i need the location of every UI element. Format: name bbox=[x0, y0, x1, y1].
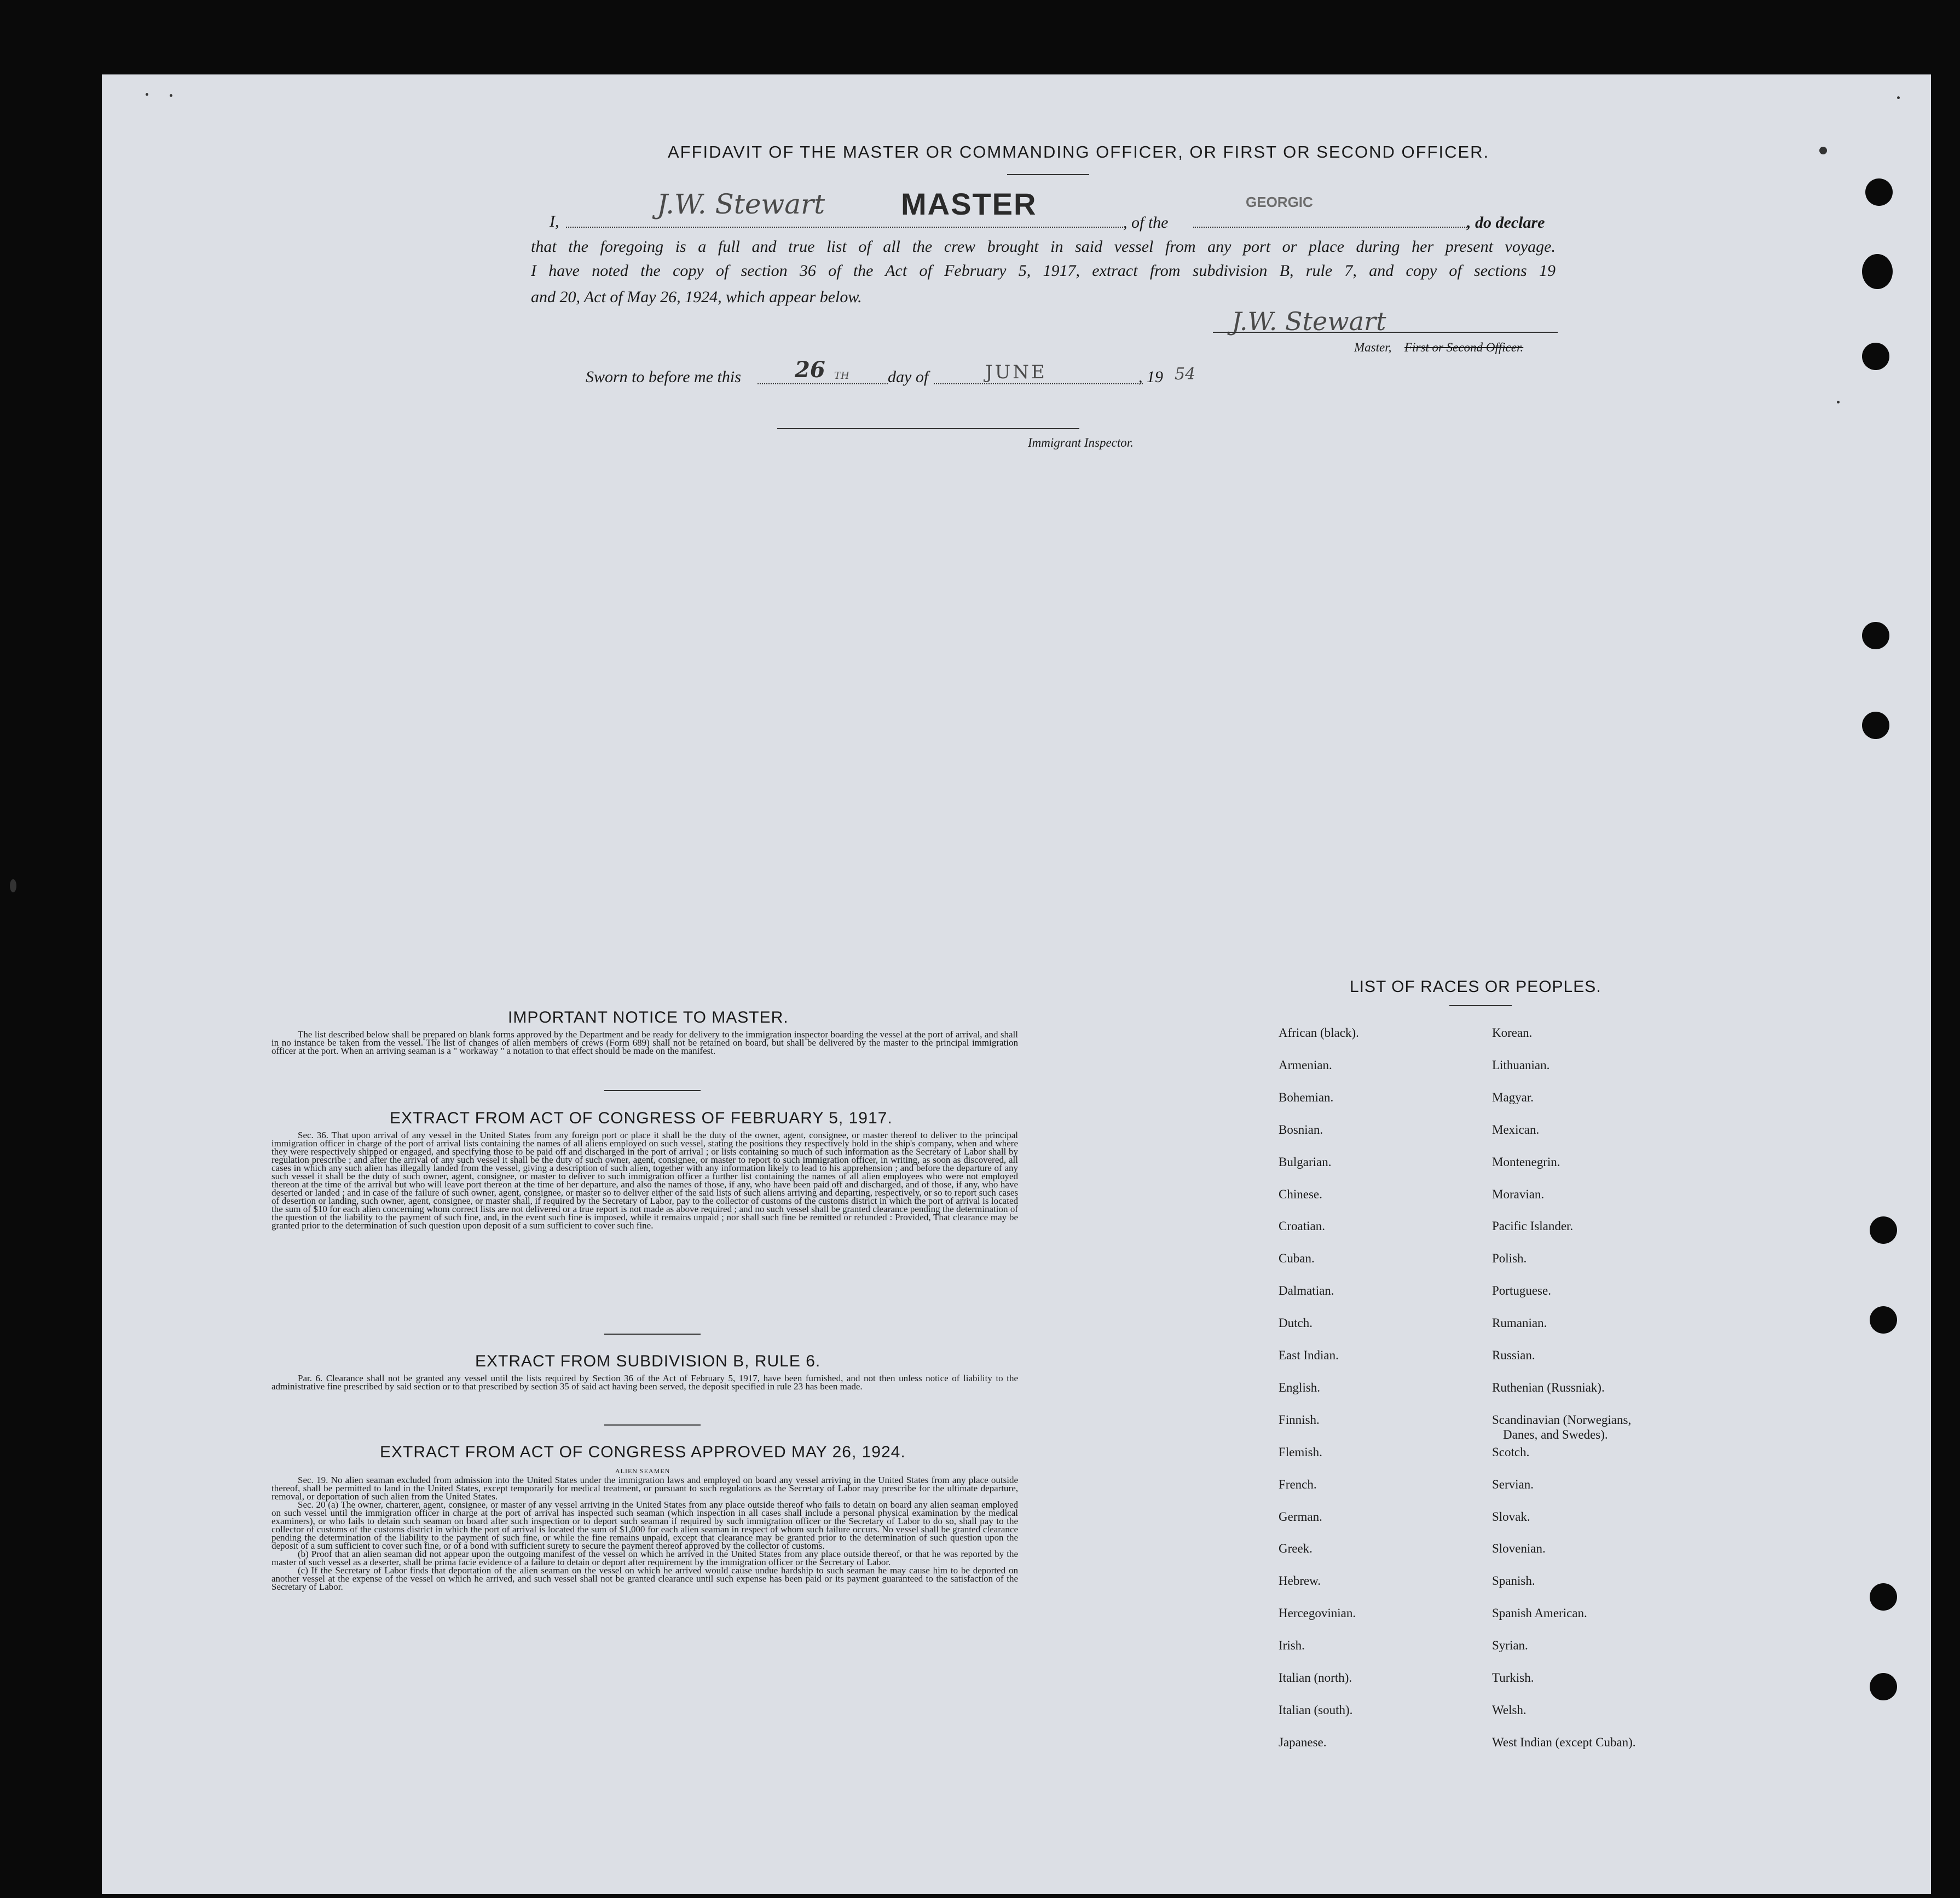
declare-label: , do declare bbox=[1467, 214, 1545, 232]
race-item-left: Hercegovinian. bbox=[1279, 1606, 1356, 1620]
race-item-left: French. bbox=[1279, 1478, 1317, 1491]
extract-1924-text bbox=[271, 1476, 1018, 1591]
race-item-right: Rumanian. bbox=[1492, 1316, 1547, 1330]
sworn-label: Sworn to before me this bbox=[586, 368, 741, 386]
sworn-day-line bbox=[758, 383, 888, 384]
race-item-right: Polish. bbox=[1492, 1251, 1527, 1265]
punch-hole bbox=[1865, 178, 1893, 206]
race-item-left: Dutch. bbox=[1279, 1316, 1313, 1330]
affidavit-text-line-2: that the foregoing is a full and true list of all the crew brought in said vessel from any port or place during her present voyage. bbox=[531, 238, 1556, 256]
vessel-stamp: GEORGIC bbox=[1246, 194, 1313, 210]
race-item-right: Lithuanian. bbox=[1492, 1058, 1550, 1072]
extract-1924-subtitle: ALIEN SEAMEN bbox=[615, 1467, 670, 1475]
divider bbox=[604, 1424, 701, 1426]
race-item-left: Cuban. bbox=[1279, 1251, 1315, 1265]
race-item-left: Greek. bbox=[1279, 1542, 1313, 1555]
sworn-day-handwritten: 26 bbox=[795, 357, 825, 383]
document-page bbox=[102, 74, 1931, 1894]
ink-speck bbox=[170, 94, 172, 97]
sworn-month-line bbox=[934, 383, 1143, 384]
extract-1924-title: EXTRACT FROM ACT OF CONGRESS APPROVED MAY 26, 1924. bbox=[380, 1443, 906, 1461]
race-item-right: Montenegrin. bbox=[1492, 1155, 1560, 1169]
races-title: LIST OF RACES OR PEOPLES. bbox=[1350, 978, 1601, 996]
sworn-day-suffix: TH bbox=[834, 370, 849, 382]
race-right-continuation: Danes, and Swedes). bbox=[1503, 1428, 1608, 1441]
race-item-left: Armenian. bbox=[1279, 1058, 1332, 1072]
notice-title: IMPORTANT NOTICE TO MASTER. bbox=[508, 1008, 789, 1026]
race-item-left: Bohemian. bbox=[1279, 1091, 1334, 1104]
race-item-right: West Indian (except Cuban). bbox=[1492, 1735, 1636, 1749]
race-item-right: Servian. bbox=[1492, 1478, 1534, 1491]
race-item-right: Mexican. bbox=[1492, 1123, 1540, 1137]
vessel-line bbox=[1193, 227, 1467, 228]
signature-caption-master: Master, bbox=[1354, 341, 1392, 354]
sec-20a-text: Sec. 20 (a) The owner, charterer, agent, consignee, or master of any vessel arriving in the United States from any place outside thereof who fails to detain on board any alien seaman employed on such vessel until the immigration officer in charge at the port of arrival has inspected such seaman (which inspection in all cases shall include a personal physical examination by the medical examiners), or who fails to detain such seaman on board after such inspection or to deport such seaman if required by such immigration officer or the Secretary of Labor to do so, shall pay to the collector of customs of the customs district in which the port of arrival is located the sum of $1,000 for each alien seaman in respect of whom such failure occurs. No vessel shall be granted clearance pending the determination of the liability to the payment of such fine, or while the fine remains unpaid, except that clearance may be granted prior to the determination of such question upon the deposit of a sum sufficient to cover such fine, or of a bond with sufficient surety to secure the payment thereof approved by the collector of customs. bbox=[271, 1499, 1018, 1551]
master-signature-2: J.W. Stewart bbox=[1231, 307, 1386, 336]
ink-speck bbox=[1837, 401, 1840, 403]
race-item-right: Scotch. bbox=[1492, 1445, 1530, 1459]
year-prefix: , 19 bbox=[1138, 368, 1163, 386]
races-title-underline bbox=[1449, 1005, 1512, 1006]
rank-stamp: MASTER bbox=[901, 187, 1037, 221]
race-item-right: Moravian. bbox=[1492, 1187, 1545, 1201]
race-item-right: Welsh. bbox=[1492, 1703, 1527, 1717]
race-item-left: Dalmatian. bbox=[1279, 1284, 1334, 1297]
race-item-left: German. bbox=[1279, 1510, 1322, 1524]
affidavit-text-line-4: and 20, Act of May 26, 1924, which appear below. bbox=[531, 288, 862, 306]
race-item-left: Bosnian. bbox=[1279, 1123, 1323, 1137]
race-item-right: Scandinavian (Norwegians, bbox=[1492, 1413, 1632, 1427]
race-item-left: East Indian. bbox=[1279, 1348, 1339, 1362]
sec-19-text: Sec. 19. No alien seaman excluded from admission into the United States under the immigration laws and employed on board any vessel arriving in the United States from any place outside thereof, shall be permitted to land in the United States, except temporarily for medical treatment, or pursuant to such regulations as the Secretary of Labor may prescribe for the ultimate departure, removal, or deportation of such alien from the United States. bbox=[271, 1475, 1018, 1502]
of-the-label: , of the bbox=[1123, 214, 1169, 232]
inspector-caption: Immigrant Inspector. bbox=[1028, 436, 1134, 449]
race-item-right: Spanish. bbox=[1492, 1574, 1535, 1588]
race-item-right: Slovenian. bbox=[1492, 1542, 1546, 1555]
divider bbox=[604, 1334, 701, 1335]
punch-hole bbox=[1870, 1583, 1897, 1611]
punch-hole bbox=[1870, 1216, 1897, 1244]
ink-speck bbox=[1819, 147, 1827, 154]
race-item-right: Portuguese. bbox=[1492, 1284, 1551, 1297]
punch-hole bbox=[1870, 1306, 1897, 1334]
race-item-left: Italian (north). bbox=[1279, 1671, 1352, 1684]
race-item-left: Finnish. bbox=[1279, 1413, 1320, 1427]
subdivision-text: Par. 6. Clearance shall not be granted any vessel until the lists required by Section 36 of the Act of February 5, 1917, have been furnished, and not then unless notice of liability to the administrative fine prescribed by said section or to that prescribed by section 35 of said act having been served, the deposit specified in rule 23 has been made. bbox=[271, 1373, 1018, 1392]
notice-text: The list described below shall be prepared on blank forms approved by the Department and be ready for delivery to the immigration inspector boarding the vessel at the port of arrival, and shall in no instance be taken from the vessel. The list of changes of alien members of crews (Form 689) shall not be retained on board, but shall be delivered by the master to the principal immigration officer at the port. When an arriving seaman is a " workaway " a notation to that effect should be made on the manifest. bbox=[271, 1029, 1018, 1056]
race-item-right: Magyar. bbox=[1492, 1091, 1534, 1104]
race-item-right: Korean. bbox=[1492, 1026, 1533, 1040]
signature-caption-struck: First or Second Officer. bbox=[1404, 341, 1524, 354]
ink-speck bbox=[146, 93, 148, 96]
sworn-month-handwritten: JUNE bbox=[985, 361, 1047, 383]
race-item-left: Chinese. bbox=[1279, 1187, 1322, 1201]
punch-hole bbox=[1862, 254, 1893, 289]
race-item-left: Irish. bbox=[1279, 1639, 1305, 1652]
year-handwritten: 54 bbox=[1175, 365, 1196, 384]
race-item-left: Japanese. bbox=[1279, 1735, 1327, 1749]
race-item-left: Flemish. bbox=[1279, 1445, 1322, 1459]
race-item-left: Hebrew. bbox=[1279, 1574, 1321, 1588]
race-item-left: English. bbox=[1279, 1381, 1321, 1394]
race-item-left: Bulgarian. bbox=[1279, 1155, 1332, 1169]
sec-20c-text: (c) If the Secretary of Labor finds that deportation of the alien seaman on the vessel on which he arrived would cause undue hardship to such seaman he may cause him to be deported on another vessel at the expense of the vessel on which he arrived, and such vessel shall not be granted clearance until such expense has been paid or its payment guaranteed to the satisfaction of the Secretary of Labor. bbox=[271, 1565, 1018, 1592]
race-item-right: Spanish American. bbox=[1492, 1606, 1587, 1620]
race-item-right: Turkish. bbox=[1492, 1671, 1534, 1684]
title-underline bbox=[1007, 174, 1089, 175]
punch-hole bbox=[1862, 712, 1889, 739]
race-item-left: Croatian. bbox=[1279, 1219, 1325, 1233]
day-of-label: day of bbox=[888, 368, 929, 386]
inspector-signature-line bbox=[777, 428, 1079, 429]
race-item-right: Syrian. bbox=[1492, 1639, 1528, 1652]
race-item-right: Russian. bbox=[1492, 1348, 1535, 1362]
name-line bbox=[566, 227, 1123, 228]
master-signature: J.W. Stewart bbox=[657, 188, 825, 220]
extract-1917-title: EXTRACT FROM ACT OF CONGRESS OF FEBRUARY 5, 1917. bbox=[390, 1109, 893, 1127]
punch-hole bbox=[1870, 1673, 1897, 1700]
sec-20b-text: (b) Proof that an alien seaman did not appear upon the outgoing manifest of the vessel on which he arrived in the United States from any place outside thereof, or that he was reported by the master of such vessel as a deserter, shall be prima facie evidence of a failure to detain or deport after requirement by the immigration officer or the Secretary of Labor. bbox=[271, 1549, 1018, 1567]
subdivision-title: EXTRACT FROM SUBDIVISION B, RULE 6. bbox=[475, 1352, 821, 1370]
race-item-right: Ruthenian (Russniak). bbox=[1492, 1381, 1605, 1394]
declarant-label: I, bbox=[550, 212, 559, 230]
divider bbox=[604, 1090, 701, 1091]
race-item-right: Pacific Islander. bbox=[1492, 1219, 1574, 1233]
ink-speck bbox=[1897, 96, 1900, 99]
race-item-right: Slovak. bbox=[1492, 1510, 1530, 1524]
ink-speck bbox=[10, 879, 16, 892]
punch-hole bbox=[1862, 622, 1889, 649]
affidavit-title: AFFIDAVIT OF THE MASTER OR COMMANDING OFFICER, OR FIRST OR SECOND OFFICER. bbox=[668, 142, 1490, 161]
race-item-left: African (black). bbox=[1279, 1026, 1359, 1040]
signature-line bbox=[1213, 332, 1558, 333]
punch-hole bbox=[1862, 343, 1889, 370]
race-item-left: Italian (south). bbox=[1279, 1703, 1353, 1717]
affidavit-text-line-3: I have noted the copy of section 36 of the Act of February 5, 1917, extract from subdivision B, rule 7, and copy of sections 19 bbox=[531, 262, 1556, 280]
extract-1917-text: Sec. 36. That upon arrival of any vessel in the United States from any foreign port or place it shall be the duty of the owner, agent, consignee, or master thereof to deliver to the principal immigration officer in charge of the port of arrival lists containing the names of all aliens employed on such vessel, stating the positions they respectively hold in the ship's company, when and where they were respectively shipped or engaged, and specifying those to be paid off and discharged in the port of arrival ; or lists containing so much of such information as the Secretary of Labor shall by regulation prescribe ; and after the arrival of any such vessel it shall be the duty of such owner, agent, consignee, or master to report to such immigration officer, in writing, as soon as discovered, all cases in which any such alien has illegally landed from the vessel, giving a description of such alien, together with any information likely to lead to his apprehension ; and before the departure of any such vessel it shall be the duty of such owner, agent, consignee, or master to deliver to such immigration officer a further list containing the names of all alien employees who were not employed thereon at the time of the arrival but who will leave port thereon at the time of her departure, and also the names of those, if any, who have been paid off and discharged, and of those, if any, who have deserted or landed ; and in case of the failure of such owner, agent, consignee, or master so to deliver either of the said lists of such aliens arriving and departing, respectively, or so to report such cases of desertion or landing, such owner, agent, consignee, or master shall, if required by the Secretary of Labor, pay to the collector of customs of the customs district in which the port of arrival is located the sum of $10 for each alien concerning whom correct lists are not delivered or a true report is not made as above required ; and no such vessel shall be granted clearance pending the determination of the question of the liability to the payment of such fine, and, in the event such fine is imposed, while it remains unpaid ; nor shall such fine be remitted or refunded : Provided, That clearance may be granted prior to the determination of such question upon deposit of a sum sufficient to cover such fine. bbox=[271, 1130, 1018, 1231]
